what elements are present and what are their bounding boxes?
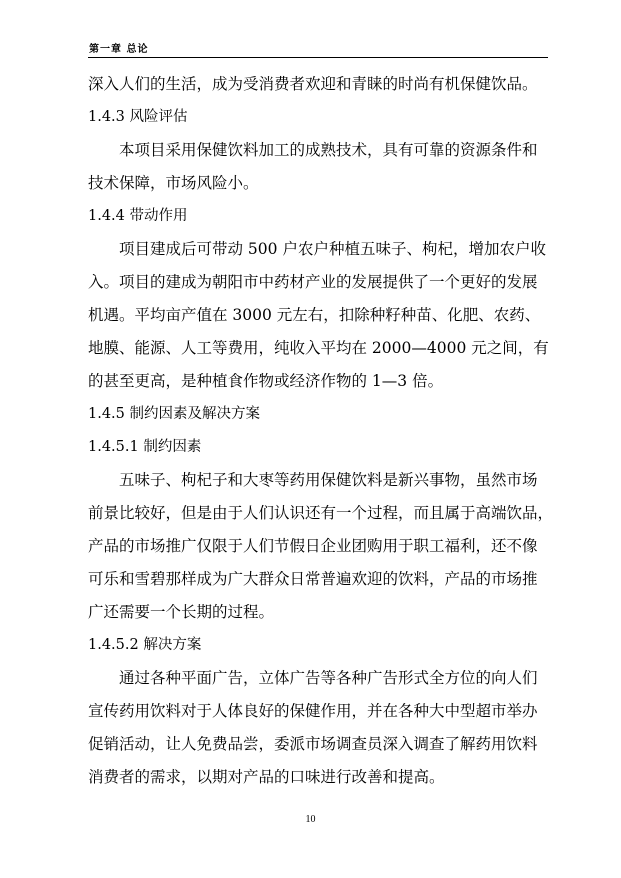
- section-heading: 1.4.3 风险评估: [88, 109, 188, 125]
- paragraph-line: 入。项目的建成为朝阳市中药材产业的发展提供了一个更好的发展: [88, 273, 538, 291]
- paragraph-line: 通过各种平面广告，立体广告等各种广告形式全方位的向人们: [119, 669, 538, 687]
- paragraph-line: 机遇。平均亩产值在 3000 元左右，扣除种籽种苗、化肥、农药、: [88, 306, 541, 324]
- paragraph-line: 深入人们的生活，成为受消费者欢迎和青睐的时尚有机保健饮品。: [88, 75, 538, 93]
- section-heading: 1.4.5 制约因素及解决方案: [88, 406, 261, 422]
- page-number: 10: [305, 814, 316, 825]
- paragraph-line: 宣传药用饮料对于人体良好的保健作用，并在各种大中型超市举办: [88, 702, 538, 720]
- section-heading: 1.4.4 带动作用: [88, 208, 188, 224]
- paragraph-line: 项目建成后可带动 500 户农户种植五味子、枸杞，增加农户收: [119, 240, 546, 258]
- header-divider: [88, 57, 548, 58]
- paragraph-line: 促销活动，让人免费品尝，委派市场调查员深入调查了解药用饮料: [88, 735, 538, 753]
- paragraph-line: 地膜、能源、人工等费用，纯收入平均在 2000—4000 元之间，有: [88, 339, 549, 357]
- paragraph-line: 的甚至更高，是种植食作物或经济作物的 1—3 倍。: [88, 372, 444, 390]
- paragraph-line: 前景比较好，但是由于人们认识还有一个过程，而且属于高端饮品，: [88, 504, 554, 522]
- document-body: [88, 68, 554, 794]
- paragraph-line: 广还需要一个长期的过程。: [88, 603, 275, 621]
- paragraph-line: 本项目采用保健饮料加工的成熟技术，具有可靠的资源条件和: [119, 141, 538, 159]
- paragraph-line: 可乐和雪碧那样成为广大群众日常普遍欢迎的饮料，产品的市场推: [88, 570, 538, 588]
- paragraph-line: 消费者的需求，以期对产品的口味进行改善和提高。: [88, 768, 445, 786]
- paragraph-line: 技术保障，市场风险小。: [88, 174, 259, 192]
- paragraph-line: 五味子、枸杞子和大枣等药用保健饮料是新兴事物，虽然市场: [119, 471, 538, 489]
- section-heading: 1.4.5.1 制约因素: [88, 439, 202, 455]
- chapter-title: 第一章 总论: [89, 44, 149, 55]
- section-heading: 1.4.5.2 解决方案: [88, 637, 202, 653]
- paragraph-line: 产品的市场推广仅限于人们节假日企业团购用于职工福利，还不像: [88, 537, 538, 555]
